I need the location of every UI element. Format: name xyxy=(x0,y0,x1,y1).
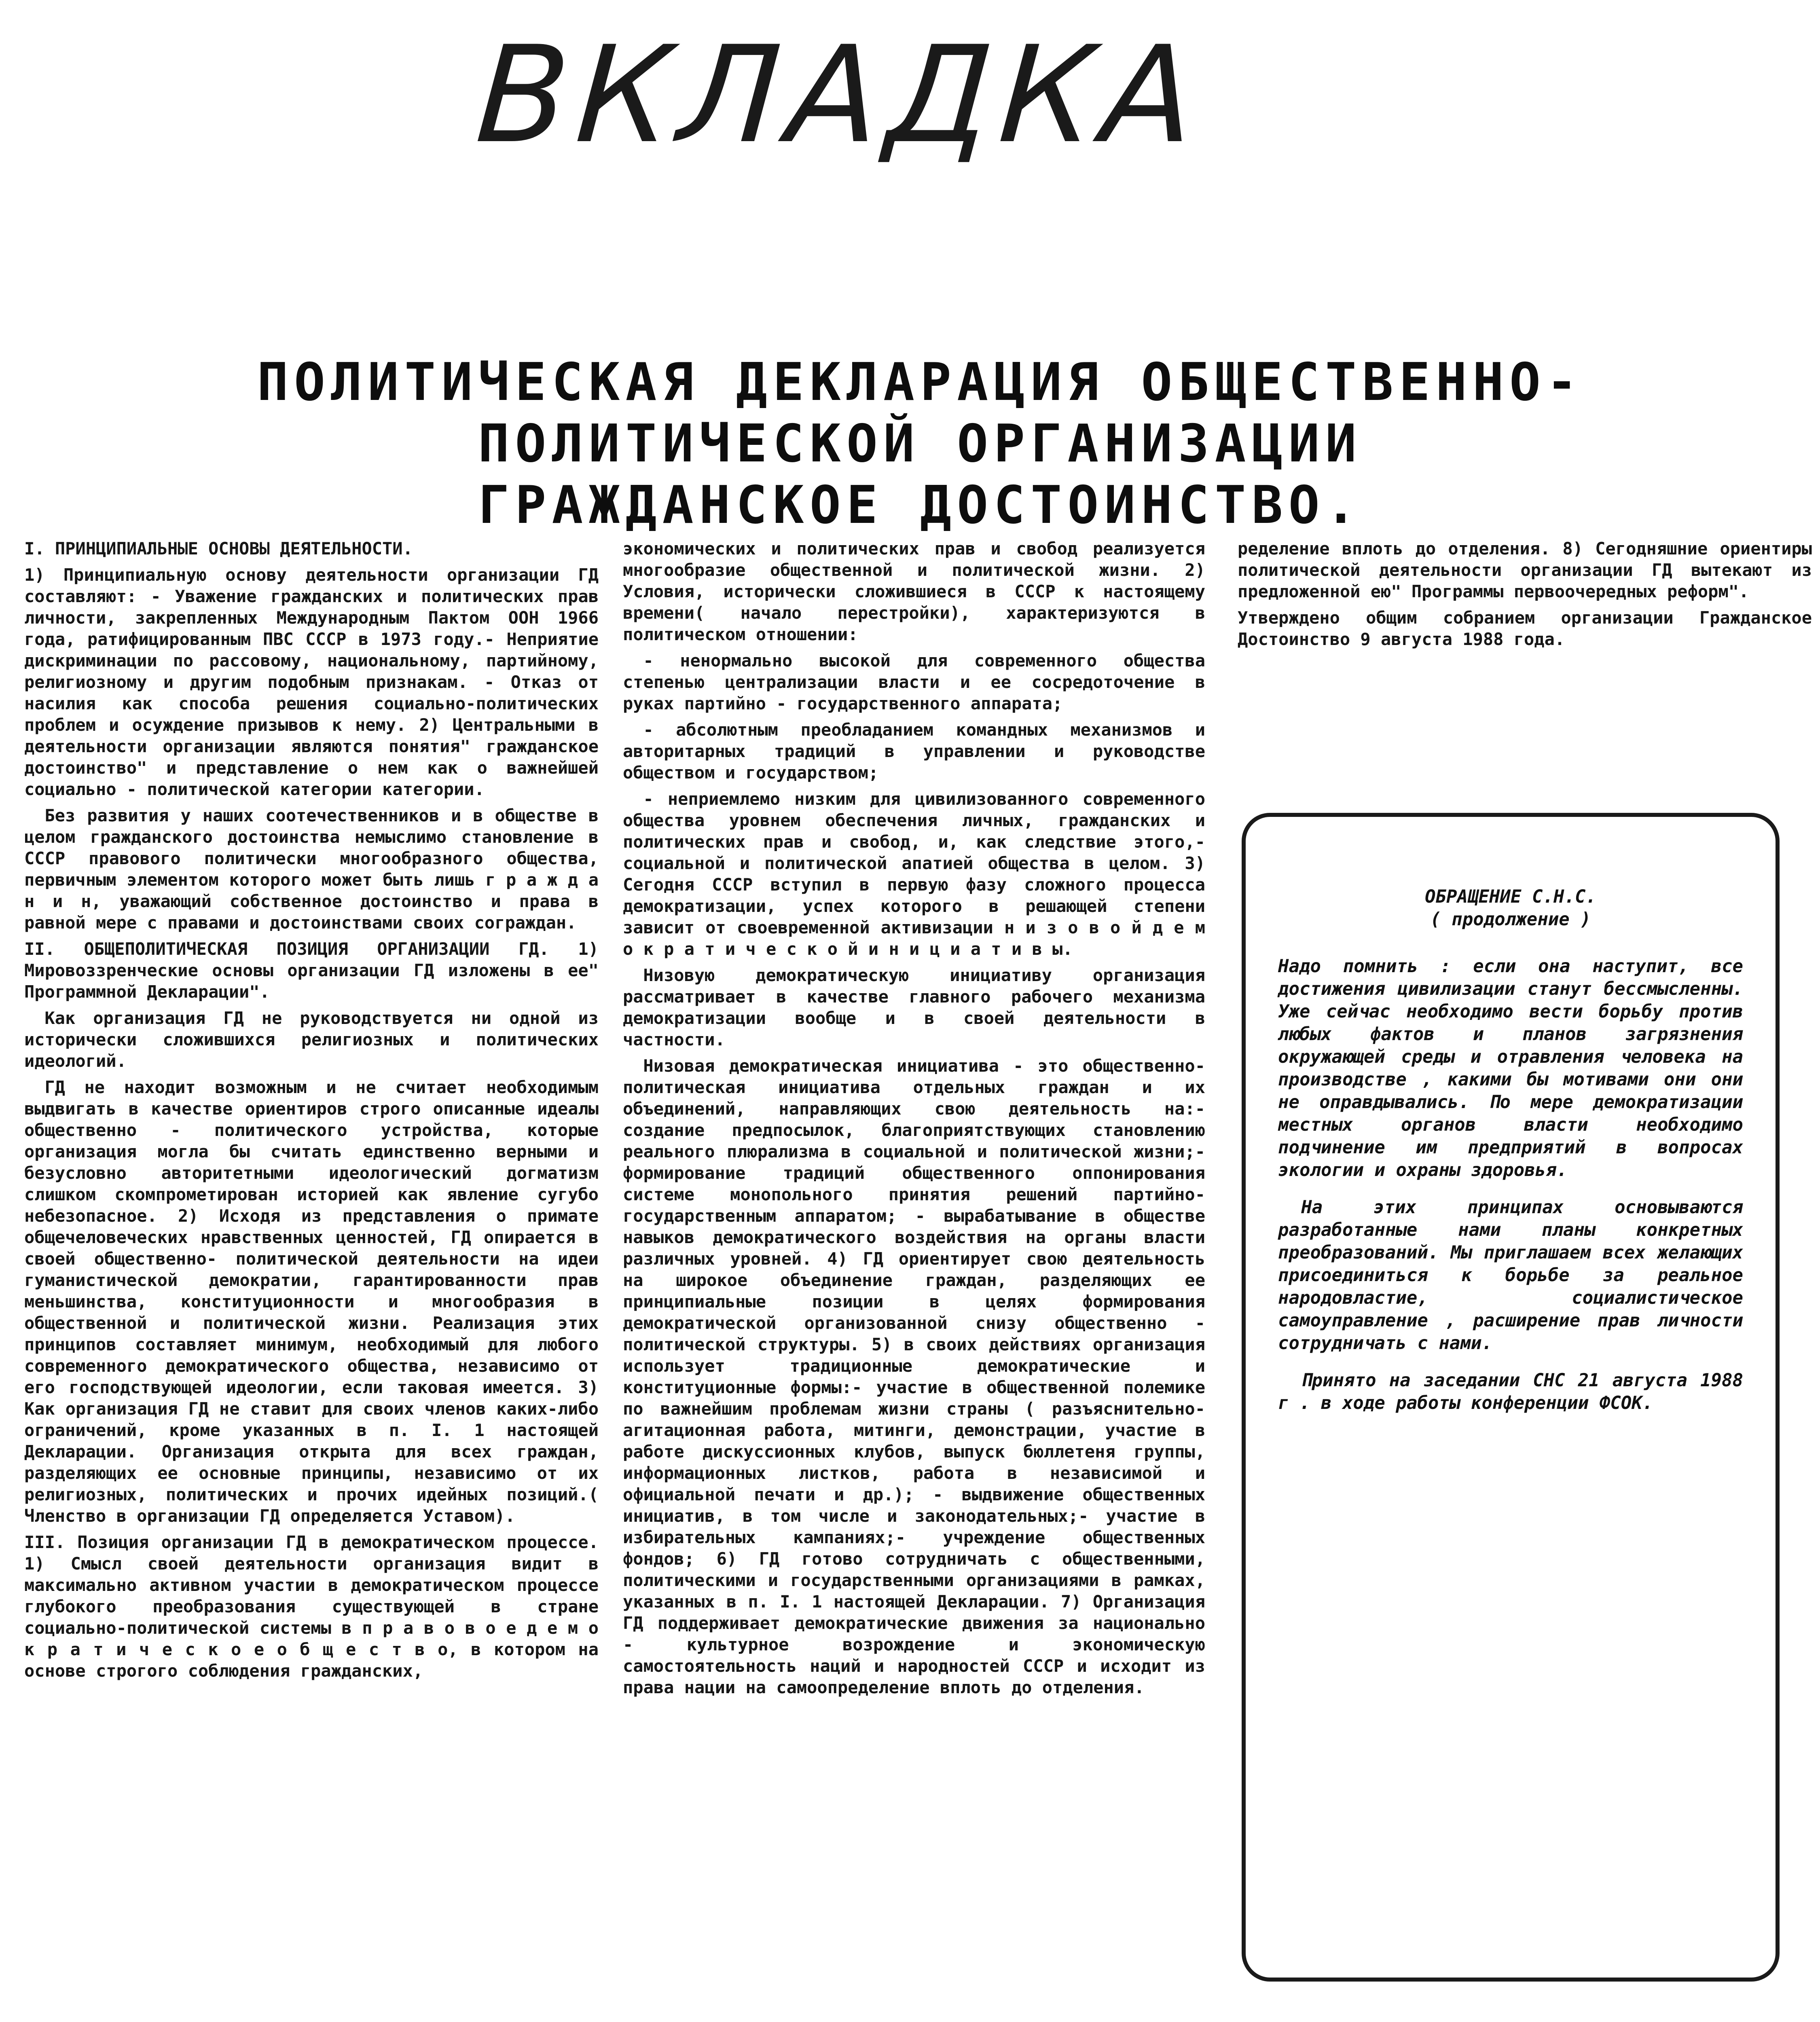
section-heading: II. ОБЩЕПОЛИТИЧЕСКАЯ ПОЗИЦИЯ ОРГАНИЗАЦИИ ГД. 1) Мировоззренческие основы организации ГД изложены в ее" Программной Декларации". xyxy=(24,939,599,1002)
declaration-headline xyxy=(121,352,1719,536)
paragraph: - ненормально высокой для современного общества степенью централизации власти и ее сосредоточение в руках партийно - государственного аппарата; xyxy=(623,651,1205,713)
paragraph: - абсолютным преобладанием командных механизмов и авторитарных традиций в управлении и руководстве обществом и государством; xyxy=(623,720,1205,783)
appeal-signature: Принято на заседании СНС 21 августа 1988 г . в ходе работы конференции ФСОК. xyxy=(1278,1370,1743,1413)
appeal-paragraph: Надо помнить : если она наступит, все достижения цивилизации станут бессмысленны. Уже сейчас необходимо вести борьбу против любых фактов и планов загрязнения окружающей среды и отравления человека на производстве , какими бы мотивами они они не оправдывались. По мере демократизации местных органов власти необходимо подчинение им предприятий в вопросах экологии и охраны здоровья. xyxy=(1278,956,1743,1180)
paragraph: Как организация ГД не руководствуется ни одной из исторически сложившихся религиозных и политических идеологий. xyxy=(24,1008,599,1071)
paragraph: Без развития у наших соотечественников и в обществе в целом гражданского достоинства немыслимо становление в СССР правового политически многообразного общества, первичным элементом которого может быть лишь г р а ж д а н и н, уважающий собственное достоинство и права в равной мере с правами и достоинствами своих сограждан. xyxy=(24,806,599,933)
paragraph: Низовую демократическую инициативу организация рассматривает в качестве главного рабочего механизма демократизации вообще и в своей деятельности в частности. xyxy=(623,965,1205,1049)
paragraph: Низовая демократическая инициатива - это общественно- политическая инициатива отдельных граждан и их объединений, направляющих свою деятельность на:- создание предпосылок, благоприятствующих становлению реального плюрализма в социальной и политической жизни;- формирование традиций общественного оппонирования системе монопольного принятия решений партийно- государственным аппаратом; - вырабатывание в обществе навыков демократического воздействия на органы власти различных уровней. 4) ГД ориентирует свою деятельность на широкое объединение граждан, разделяющих ее принципиальные позиции в целях формирования демократической организованной снизу общественно - политической структуры. 5) в своих действиях организация использует традиционные демократические и конституционные формы:- участие в общественной полемике по важнейшим проблемам жизни страны ( разъяснительно- агитационная работа, митинги, демонстрации, участие в работе дискуссионных клубов, выпуск бюллетеня группы, информационных листков, работа в независимой и официальной печати и др.); - выдвижение общественных инициатив, в том числе и законодательных;- участие в избирательных кампаниях;- учреждение общественных фондов; 6) ГД готово сотрудничать с общественными, политическими и государственными организациями в рамках, указанных в п. I. 1 настоящей Декларации. 7) Организация ГД поддерживает демократические движения за национально - культурное возрождение и экономическую самостоятельность наций и народностей СССР и исходит из права нации на самоопределение вплоть до отделения. xyxy=(623,1056,1205,1697)
appeal-title-line-2: ( продолжение ) xyxy=(1430,909,1591,930)
paragraph: - неприемлемо низким для цивилизованного современного общества уровнем обеспечения личных, гражданских и политических прав и свобод, и, как следствие этого,- социальной и политической апатией общества в целом. 3) Сегодня СССР вступил в первую фазу сложного процесса демократизации, успех которого в решающей степени зависит от своевременной активизации н и з о в о й д е м о к р а т и ч е с к о й и н и ц и а т и в ы. xyxy=(623,789,1205,959)
paragraph: ределение вплоть до отделения. 8) Сегодняшние ориентиры политической деятельности организации ГД вытекают из предложенной ею" Программы первоочередных реформ". xyxy=(1238,539,1812,601)
headline-line-3: ГРАЖДАНСКОЕ ДОСТОИНСТВО. xyxy=(478,475,1362,535)
appeal-content xyxy=(1278,886,1743,1429)
appeal-box xyxy=(1242,813,1780,1982)
headline-line-2: ПОЛИТИЧЕСКОЙ ОРГАНИЗАЦИИ xyxy=(478,414,1362,474)
section-heading: I. ПРИНЦИПИАЛЬНЫЕ ОСНОВЫ ДЕЯТЕЛЬНОСТИ. xyxy=(24,539,413,558)
paragraph: экономических и политических прав и свобод реализуется многообразие общественной и политической жизни. 2) Условия, исторически сложившиеся в СССР к настоящему времени( начало перестройки), характеризуются в политическом отношении: xyxy=(623,539,1205,644)
article-column-2 xyxy=(623,538,1205,2022)
approval-note: Утверждено общим собранием организации Гражданское Достоинство 9 августа 1988 года. xyxy=(1238,608,1812,649)
paragraph: ГД не находит возможным и не считает необходимым выдвигать в качестве ориентиров строго описанные идеалы общественно - политического устройства, которые организация могла бы считать единственно верными и безусловно авторитетными идеологический догматизм слишком скомпрометирован историей как явление сугубо небезопасное. 2) Исходя из представления о примате общечеловеческих нравственных ценностей, ГД опирается в своей общественно- политической деятельности на идеи гуманистической демократии, гарантированности прав меньшинства, конституционности и многообразия в общественной и политической жизни. Реализация этих принципов составляет минимум, необходимый для любого современного демократического общества, независимо от его господствующей идеологии, если таковая имеется. 3) Как организация ГД не ставит для своих членов каких-либо ограничений, кроме указанных в п. I. 1 настоящей Декларации. Организация открыта для всех граждан, разделяющих ее основные принципы, независимо от их религиозных, политических и прочих идейных позиций.( Членство в организации ГД определяется Уставом). xyxy=(24,1077,599,1526)
paragraph: III. Позиция организации ГД в демократическом процессе. 1) Смысл своей деятельности организация видит в максимально активном участии в демократическом процессе глубокого преобразования существующей в стране социально-политической системы в п р а в о в о е д е м о к р а т и ч е с к о е о б щ е с т в о, в котором на основе строгого соблюдения гражданских, xyxy=(24,1532,599,1681)
appeal-title-line-1: ОБРАЩЕНИЕ С.Н.С. xyxy=(1425,886,1596,907)
appeal-paragraph: На этих принципах основываются разработанные нами планы конкретных преобразований. Мы приглашаем всех желающих присоединиться к борьбе за реальное народовластие, социалистическое самоуправление , расширение прав личности сотрудничать с нами. xyxy=(1278,1197,1743,1354)
article-column-1 xyxy=(24,538,599,2022)
article-column-3 xyxy=(1238,538,1812,780)
paragraph: 1) Принципиальную основу деятельности организации ГД составляют: - Уважение гражданских и политических прав личности, закрепленных Международным Пактом ООН 1966 года, ратифицированным ПВС СССР в 1973 году.- Неприятие дискриминации по рассовому, национальному, партийному, религиозному и другим подобным признакам. - Отказ от насилия как способа решения социально-политических проблем и осуждение призывов к нему. 2) Центральными в деятельности организации являются понятия" гражданское достоинство" и представление о нем как о важнейшей социально - политической категории категории. xyxy=(24,565,599,799)
appeal-title xyxy=(1278,886,1743,931)
vkladka-stamp: ВКЛАДКА xyxy=(472,17,1208,173)
headline-line-1: ПОЛИТИЧЕСКАЯ ДЕКЛАРАЦИЯ ОБЩЕСТВЕННО- xyxy=(257,352,1583,412)
